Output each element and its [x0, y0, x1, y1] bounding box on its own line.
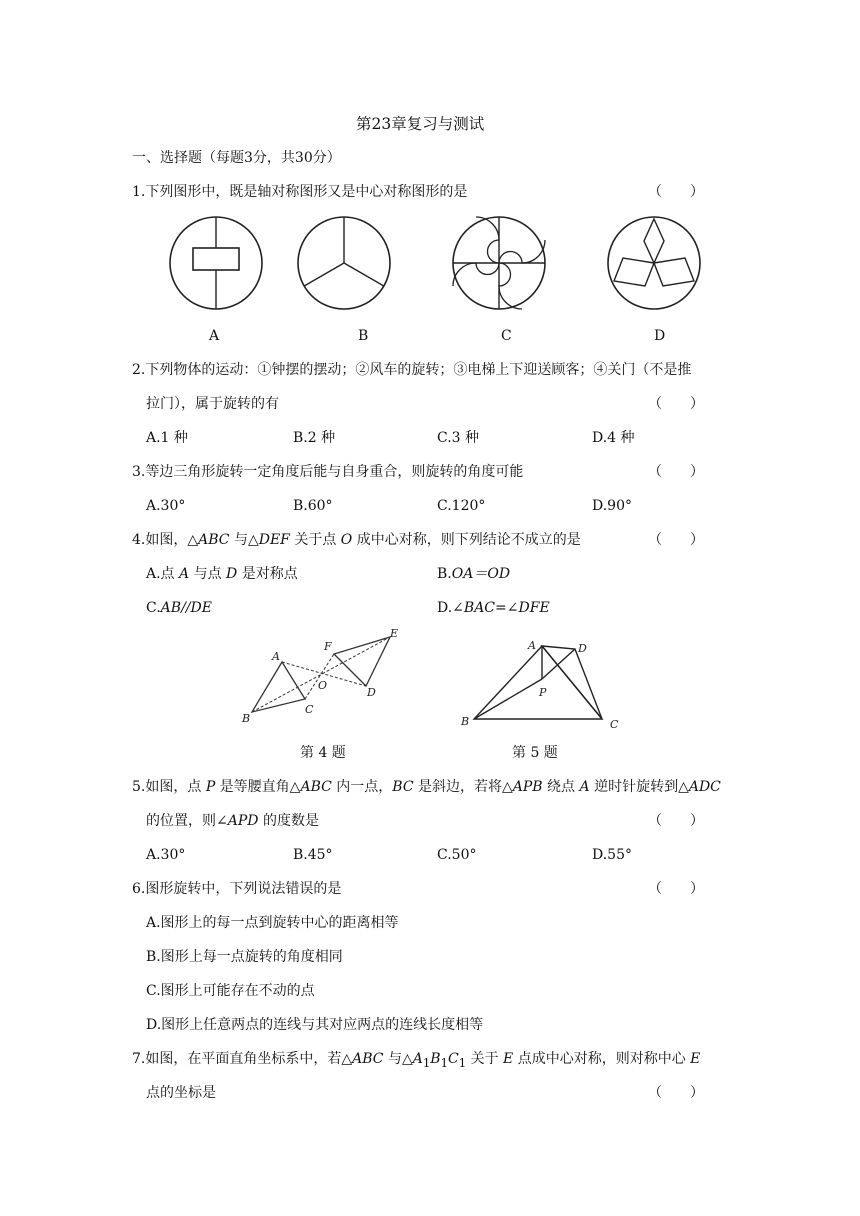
fig5-label-a: A	[528, 639, 536, 652]
figure-5	[458, 636, 628, 730]
q1-figure-c	[448, 212, 550, 314]
q2-stem-line1: 2.下列物体的运动：①钟摆的摆动；②风车的旋转；③电梯上下迎送顾客；④关门（不是推	[132, 362, 692, 378]
q6-option-d: D.图形上任意两点的连线与其对应两点的连线长度相等	[146, 1017, 484, 1033]
q4-stem: 4.如图，△ABC 与△DEF 关于点 O 成中心对称，则下列结论不成立的是	[132, 532, 581, 548]
q1-answer-paren: （ ）	[648, 184, 704, 200]
q2-answer-paren: （ ）	[648, 396, 704, 412]
figure-4-caption: 第 4 题	[300, 745, 346, 761]
page-title: 第23章复习与测试	[356, 115, 485, 133]
fig5-label-p: P	[539, 686, 547, 699]
q3-answer-paren: （ ）	[648, 464, 704, 480]
section-heading: 一、选择题（每题3分，共30分）	[132, 150, 341, 166]
q4-option-c: C.AB//DE	[146, 600, 212, 616]
q3-option-c: C.120°	[437, 498, 486, 514]
q2-option-b: B.2 种	[293, 430, 336, 446]
q4-option-d: D.∠BAC=∠DFE	[437, 600, 550, 616]
q6-option-b: B.图形上每一点旋转的角度相同	[146, 949, 343, 965]
q1-label-c: C	[501, 328, 512, 344]
q2-option-c: C.3 种	[437, 430, 480, 446]
q2-option-d: D.4 种	[592, 430, 635, 446]
q4-option-a: A.点 A 与点 D 是对称点	[146, 566, 298, 582]
fig5-label-b: B	[461, 715, 470, 728]
q1-label-b: B	[358, 328, 369, 344]
q7-answer-paren: （ ）	[648, 1085, 704, 1101]
q6-option-c: C.图形上可能存在不动的点	[146, 983, 315, 999]
fig5-label-c: C	[610, 718, 619, 731]
q3-stem: 3.等边三角形旋转一定角度后能与自身重合，则旋转的角度可能	[132, 464, 524, 480]
figure-5-caption: 第 5 题	[512, 745, 558, 761]
fig4-label-f: F	[324, 640, 332, 653]
q1-label-a: A	[209, 328, 220, 344]
q7-stem-line2: 点的坐标是	[146, 1085, 216, 1101]
fig4-label-b: B	[242, 712, 251, 725]
q5-option-c: C.50°	[437, 847, 477, 863]
q6-stem: 6.图形旋转中，下列说法错误的是	[132, 881, 342, 897]
fig4-label-d: D	[367, 686, 376, 699]
q1-figure-d	[603, 212, 705, 314]
q1-figure-b	[293, 212, 395, 314]
figure-4	[238, 625, 408, 725]
q5-option-b: B.45°	[293, 847, 333, 863]
q5-option-a: A.30°	[146, 847, 186, 863]
q3-option-b: B.60°	[293, 498, 333, 514]
fig4-label-c: C	[305, 703, 314, 716]
q4-option-b: B.OA＝OD	[437, 566, 511, 582]
q6-answer-paren: （ ）	[648, 881, 704, 897]
q3-option-d: D.90°	[592, 498, 632, 514]
q5-answer-paren: （ ）	[648, 813, 704, 829]
q3-option-a: A.30°	[146, 498, 186, 514]
q6-option-a: A.图形上的每一点到旋转中心的距离相等	[146, 915, 399, 931]
fig4-label-o: O	[318, 679, 328, 692]
q2-stem-line2: 拉门），属于旋转的有	[146, 396, 279, 412]
fig4-label-e: E	[390, 627, 399, 640]
q7-stem-line1: 7.如图，在平面直角坐标系中，若△ABC 与$\triangle A_1B_1C_1$ 关于 E 点成中心对称，则对称中心 E	[132, 1051, 701, 1070]
q1-label-d: D	[654, 328, 666, 344]
q4-answer-paren: （ ）	[648, 532, 704, 548]
fig4-label-a: A	[272, 650, 280, 663]
q5-option-d: D.55°	[592, 847, 632, 863]
q2-option-a: A.1 种	[146, 430, 188, 446]
q5-stem-line1: 5.如图，点 P 是等腰直角△ABC 内一点，BC 是斜边，若将△APB 绕点 A 逆时针旋转到△ADC	[132, 779, 721, 795]
q1-stem: 1.下列图形中，既是轴对称图形又是中心对称图形的是	[132, 184, 468, 200]
q1-figure-a	[165, 212, 267, 314]
fig5-label-d: D	[578, 642, 587, 655]
q5-stem-line2: 的位置，则∠APD 的度数是	[146, 813, 319, 829]
